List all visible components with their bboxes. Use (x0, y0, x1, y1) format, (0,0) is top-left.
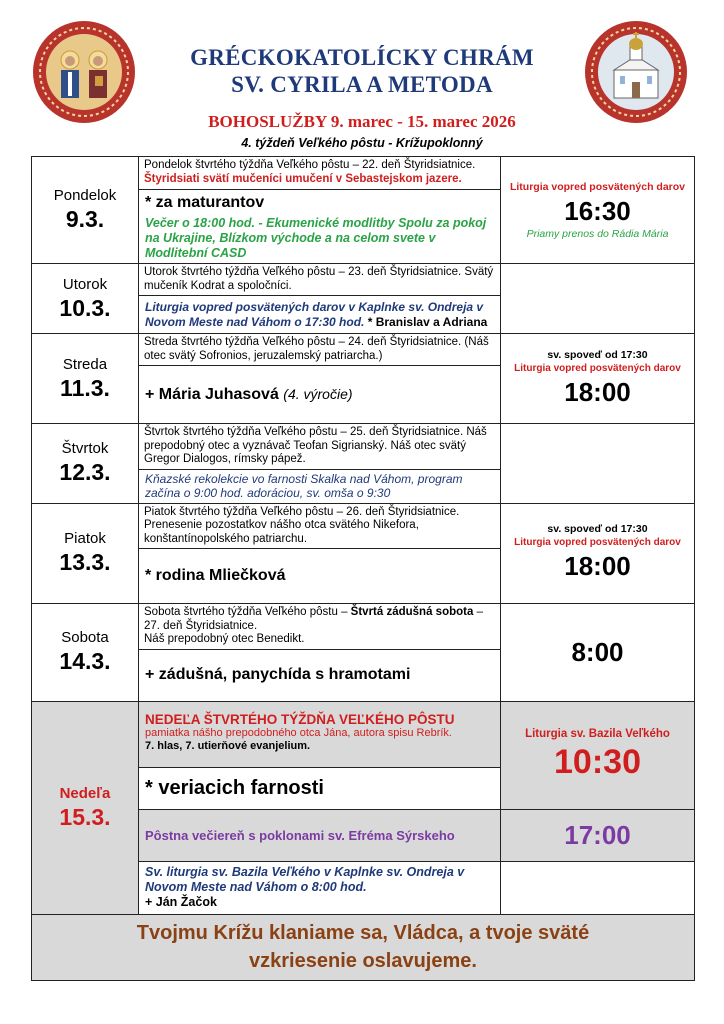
service-time: 18:00 (564, 376, 631, 407)
monday-event: Večer o 18:00 hod. - Ekumenické modlitby Spolu za pokoj na Ukrajine, Blízkom východe a na celom svete v Modlitební CASD (145, 216, 487, 260)
sunday-chapel-liturgy: Sv. liturgia sv. Bazila Veľkého v Kaplnke sv. Ondreja v Novom Meste nad Váhom o 8:00 hod. (145, 865, 465, 894)
monday-row (32, 157, 695, 190)
service-time: 8:00 (571, 637, 624, 668)
day-name: Štvrtok (61, 440, 109, 458)
sunday-chapel-time-cell (501, 861, 695, 914)
sunday-day-cell (32, 701, 139, 914)
sunday-memorial: pamiatka nášho prepodobného otca Jána, autora spisu Rebrík. (145, 726, 452, 739)
saturday-info-c: Náš prepodobný otec Benedikt. (144, 633, 305, 645)
service-time: 18:00 (564, 551, 631, 582)
service-time: 10:30 (554, 742, 641, 781)
day-date: 9.3. (65, 206, 105, 232)
day-name: Sobota (61, 629, 109, 647)
schedule-table (31, 156, 695, 981)
saturday-info-b: – 27. deň Štyridsiatnice. (144, 606, 483, 632)
tuesday-event: Liturgia vopred posvätených darov v Kaplnke sv. Ondreja v Novom Meste nad Váhom o 17:30 hod. (145, 299, 484, 329)
monday-intent-cell (139, 190, 501, 264)
saturday-intent: + zádušná, panychída s hramotami (139, 649, 501, 701)
wednesday-intent-cell (139, 366, 501, 424)
church-title-line2: SV. CYRILA A METODA (231, 72, 493, 97)
vespers-time-cell (501, 809, 695, 861)
day-name: Pondelok (53, 187, 117, 204)
saturday-info-a: Sobota štvrtého týždňa Veľkého pôstu – (144, 606, 348, 618)
footer-line2: vzkriesenie oslavujeme. (249, 950, 477, 972)
footer-line1: Tvojmu Krížu klaniame sa, Vládca, a tvoje sväté (136, 922, 590, 944)
services-date-range: BOHOSLUŽBY 9. marec - 15. marec 2026 (208, 112, 516, 131)
day-date: 12.3. (59, 459, 111, 486)
thursday-event: Kňazské rekolekcie vo farnosti Skalka nad Váhom, program začína o 9:00 hod. adoráciou, sv. omša o 9:30 (139, 469, 501, 503)
confession-label: sv. spoveď od 17:30 (547, 348, 648, 361)
sunday-heading: NEDEĽA ŠTVRTÉHO TÝŽDŇA VEĽKÉHO PÔSTU (145, 711, 455, 727)
wednesday-intent: + Mária Juhasová (145, 385, 279, 403)
day-name: Utorok (62, 275, 108, 293)
liturgical-week: 4. týždeň Veľkého pôstu - Krížupoklonný (241, 136, 483, 150)
service-time: 16:30 (564, 195, 631, 226)
tuesday-event-intent: * Branislav a Adriana (367, 314, 488, 329)
saturday-info-bold: Štvrtá zádušná sobota (350, 606, 474, 618)
sunday-intent: * veriacich farnosti (139, 767, 501, 809)
sunday-heading-cell (139, 701, 501, 767)
vespers-time: 17:00 (564, 820, 631, 850)
day-name: Streda (62, 355, 108, 373)
footer-hymn (32, 914, 695, 980)
monday-info-text: Pondelok štvrtého týždňa Veľkého pôstu – 22. deň Štyridsiatnice. (144, 159, 476, 171)
sunday-time-cell (501, 701, 695, 809)
friday-time-cell (501, 503, 695, 604)
friday-info: Piatok štvrtého týždňa Veľkého pôstu – 26. deň Štyridsiatnice. Prenesenie pozostatkov nášho otca svätého Nikefora, konštantínopolského patriarchu. (139, 503, 501, 549)
sunday-chapel-cell (139, 861, 501, 914)
monday-time-cell (501, 157, 695, 264)
saturday-day-cell (32, 604, 139, 702)
wednesday-time-cell (501, 334, 695, 424)
tuesday-info: Utorok štvrtého týždňa Veľkého pôstu – 23. deň Štyridsiatnice. Svätý mučeník Kodrat a spoločníci. (139, 264, 501, 296)
saturday-time-cell (501, 604, 695, 702)
tuesday-day-cell (32, 264, 139, 334)
time-label: Liturgia sv. Bazila Veľkého (525, 727, 670, 740)
wednesday-day-cell (32, 334, 139, 424)
day-date: 14.3. (59, 648, 111, 675)
sunday-tone: 7. hlas, 7. utierňové evanjelium. (145, 739, 311, 752)
thursday-day-cell (32, 424, 139, 504)
monday-intent: * za maturantov (145, 194, 265, 211)
day-date: 15.3. (59, 803, 111, 830)
day-date: 13.3. (59, 549, 111, 576)
sunday-chapel-intent: + Ján Žačok (145, 895, 217, 909)
time-label: Liturgia vopred posvätených darov (514, 537, 681, 549)
tuesday-event-cell (139, 296, 501, 334)
church-title-line1: GRÉCKOKATOLÍCKY CHRÁM (190, 45, 534, 70)
monday-feast: Štyridsiati svätí mučeníci umučení v Sebastejskom jazere. (144, 172, 462, 185)
tuesday-time-cell (501, 264, 695, 334)
monday-day-cell (32, 157, 139, 264)
day-date: 10.3. (59, 294, 111, 321)
day-date: 11.3. (60, 374, 110, 401)
confession-label: sv. spoveď od 17:30 (547, 523, 648, 536)
thursday-info: Štvrtok štvrtého týždňa Veľkého pôstu – 25. deň Štyridsiatnice. Náš prepodobný otec a vyznávač Teofan Sigrianský. Náš otec svätý Gregor Dialogos, rímsky pápež. (139, 424, 501, 470)
monday-info (139, 157, 501, 190)
friday-day-cell (32, 503, 139, 604)
broadcast-note: Priamy prenos do Rádia Mária (526, 227, 669, 240)
wednesday-info: Streda štvrtého týždňa Veľkého pôstu – 24. deň Štyridsiatnice. (Náš otec svätý Sofronios, jeruzalemský patriarcha.) (139, 334, 501, 366)
friday-intent: * rodina Mliečková (139, 549, 501, 604)
anniversary-note: (4. výročie) (283, 385, 353, 402)
time-label: Liturgia vopred posvätených darov (509, 180, 686, 193)
day-name: Piatok (64, 530, 106, 548)
sunday-vespers: Pôstna večiereň s poklonami sv. Efréma Sýrskeho (139, 809, 501, 861)
thursday-time-cell (501, 424, 695, 504)
saturday-info (139, 604, 501, 650)
day-name: Nedeľa (59, 784, 111, 802)
time-label: Liturgia vopred posvätených darov (514, 362, 681, 374)
